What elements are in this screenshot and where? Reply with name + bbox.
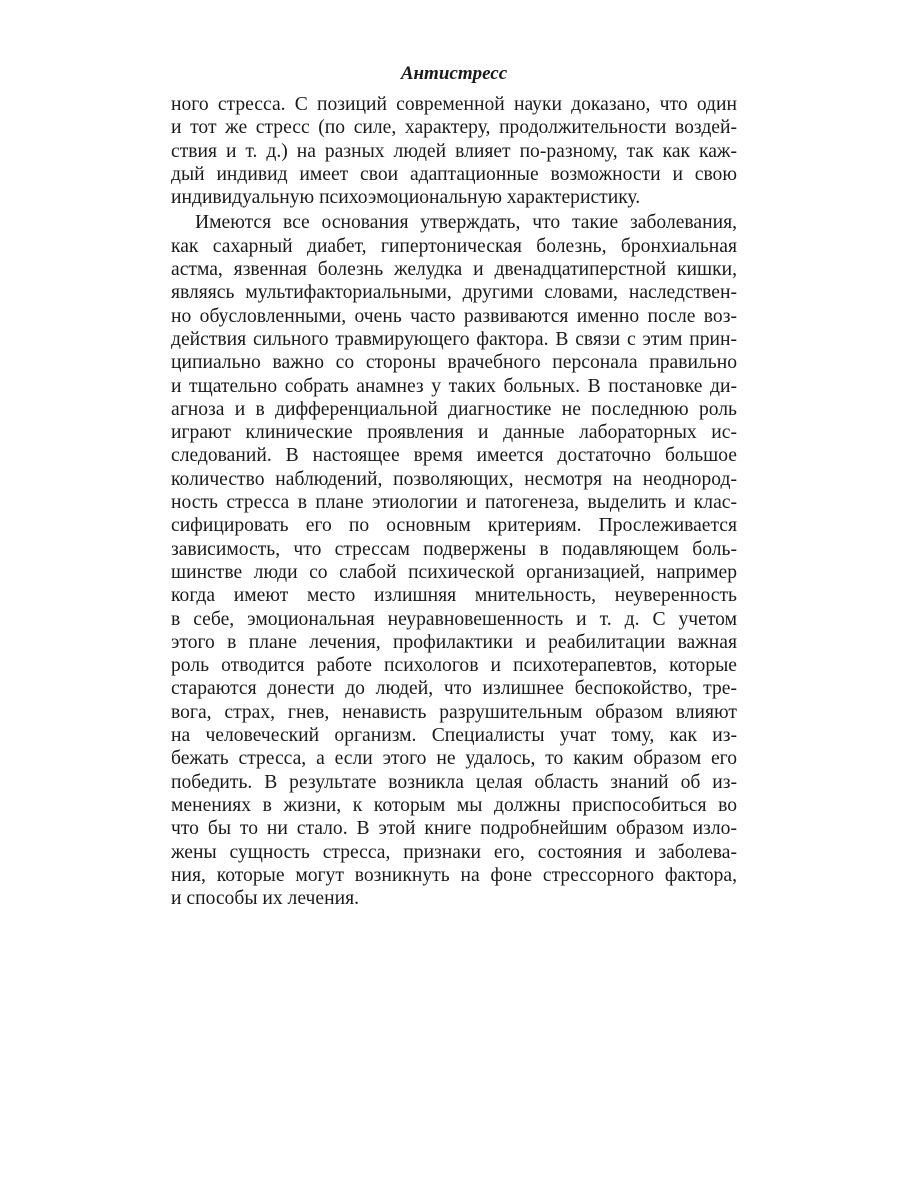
text-line: шинстве люди со слабой психической организацией, например	[171, 561, 737, 583]
text-line: но обусловленными, очень часто развиваются именно после воз-	[171, 305, 737, 327]
text-line: этого в плане лечения, профилактики и реабилитации важная	[171, 631, 737, 653]
text-line: астма, язвенная болезнь желудка и двенадцатиперстной кишки,	[171, 259, 737, 281]
text-line: в себе, эмоциональная неуравновешенность и т. д. С учетом	[171, 608, 737, 630]
text-line: вога, страх, гнев, ненависть разрушительным образом влияют	[171, 701, 737, 723]
text-line: действия сильного травмирующего фактора. В связи с этим прин-	[171, 328, 737, 350]
text-line: победить. В результате возникла целая область знаний об из-	[171, 771, 737, 793]
text-line: что бы то ни стало. В этой книге подробнейшим образом изло-	[171, 818, 737, 840]
text-line: стараются донести до людей, что излишнее беспокойство, тре-	[171, 678, 737, 700]
text-line: ного стресса. С позиций современной науки доказано, что один	[171, 94, 737, 115]
text-line: на человеческий организм. Специалисты учат тому, как из-	[171, 725, 737, 747]
paragraph	[171, 93, 737, 209]
text-line: как сахарный диабет, гипертоническая болезнь, бронхиальная	[171, 235, 737, 257]
text-line: ность стресса в плане этиологии и патогенеза, выделить и клас-	[171, 492, 737, 514]
text-line: зависимость, что стрессам подвержены в подавляющем боль-	[171, 538, 737, 560]
text-line: являясь мультифакториальными, другими словами, наследствен-	[171, 282, 737, 304]
text-line: индивидуальную психоэмоциональную характеристику.	[171, 187, 641, 209]
text-line: когда имеют место излишняя мнительность, неуверенность	[171, 585, 737, 607]
text-line: бежать стресса, а если этого не удалось, то каким образом его	[171, 748, 737, 770]
body-text	[171, 93, 737, 910]
text-line: и тот же стресс (по силе, характеру, продолжительности воздей-	[171, 117, 737, 139]
running-head: Антистресс	[400, 63, 508, 84]
text-line: и тщательно собрать анамнез у таких больных. В постановке ди-	[171, 375, 737, 397]
text-line: агноза и в дифференциальной диагностике не последнюю роль	[171, 398, 737, 420]
text-line: сифицировать его по основным критериям. Прослеживается	[171, 515, 737, 537]
text-line: ципиально важно со стороны врачебного персонала правильно	[171, 352, 737, 374]
text-line: и способы их лечения.	[171, 888, 359, 910]
text-line: количество наблюдений, позволяющих, несмотря на неоднород-	[171, 468, 737, 490]
text-line: роль отводится работе психологов и психотерапевтов, которые	[171, 655, 737, 677]
paragraph	[171, 211, 737, 910]
text-line: играют клинические проявления и данные лабораторных ис-	[171, 422, 737, 444]
book-page	[171, 62, 737, 910]
text-line: ствия и т. д.) на разных людей влияет по-разному, так как каж-	[171, 140, 737, 162]
text-line: менениях в жизни, к которым мы должны приспособиться во	[171, 794, 737, 816]
text-line: ния, которые могут возникнуть на фоне стрессорного фактора,	[171, 864, 737, 886]
text-line: Имеются все основания утверждать, что такие заболевания,	[195, 212, 737, 234]
text-line: дый индивид имеет свои адаптационные возможности и свою	[171, 163, 737, 185]
text-line: жены сущность стресса, признаки его, состояния и заболева-	[171, 841, 737, 863]
text-line: следований. В настоящее время имеется достаточно большое	[171, 445, 737, 467]
